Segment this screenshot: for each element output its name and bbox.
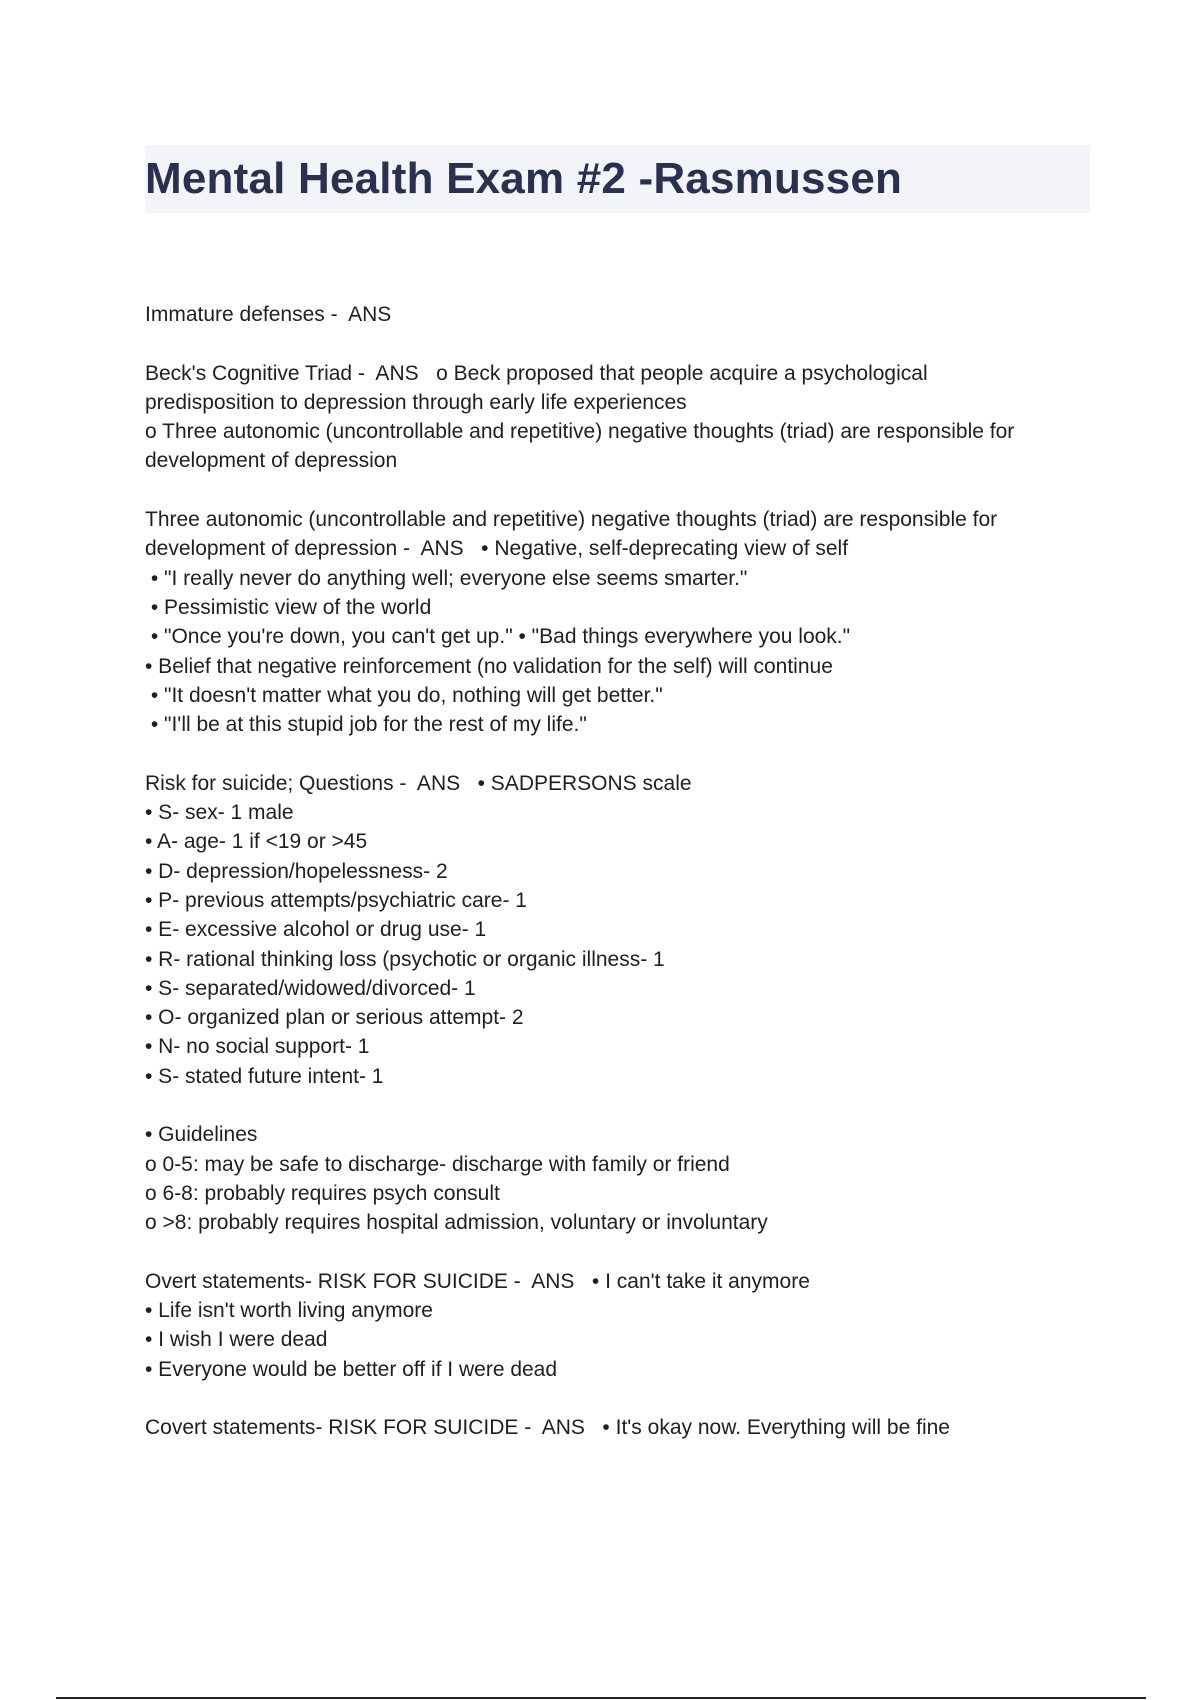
text-line: • S- stated future intent- 1 [145,1064,384,1088]
text-line: • E- excessive alcohol or drug use- 1 [145,918,487,942]
text-line: • S- separated/widowed/divorced- 1 [145,976,476,1000]
text-line: • "I'll be at this stupid job for the rest of my life." [145,713,587,737]
text-line: Three autonomic (uncontrollable and repetitive) negative thoughts (triad) are responsible for [145,508,998,532]
text-line: Immature defenses - ANS [145,303,392,326]
text-line: development of depression [145,449,398,473]
text-line: Risk for suicide; Questions - ANS • SADPERSONS scale [145,771,692,795]
text-line: • Belief that negative reinforcement (no validation for the self) will continue [145,654,833,678]
text-line: • "It doesn't matter what you do, nothing will get better." [145,683,663,707]
entry-becks-triad [145,359,1090,476]
blank-line [145,1091,1090,1120]
text-line: • "I really never do anything well; everyone else seems smarter." [145,566,748,590]
entry-overt-statements [145,1267,1090,1384]
text-line: • P- previous attempts/psychiatric care- 1 [145,888,527,912]
text-line: development of depression - ANS • Negative, self-deprecating view of self [145,537,849,561]
document-body [145,300,1090,1472]
text-line: • Life isn't worth living anymore [145,1299,433,1323]
text-line: • I wish I were dead [145,1328,328,1352]
text-line: o Three autonomic (uncontrollable and repetitive) negative thoughts (triad) are responsible for [145,420,1015,444]
text-line: o >8: probably requires hospital admission, voluntary or involuntary [145,1211,768,1235]
text-line: • S- sex- 1 male [145,801,294,825]
entry-negative-thoughts [145,505,1090,739]
entry-immature-defenses [145,300,1090,329]
text-line: • O- organized plan or serious attempt- 2 [145,1006,524,1030]
title-band [145,145,1090,213]
text-line: Overt statements- RISK FOR SUICIDE - ANS • I can't take it anymore [145,1269,810,1293]
text-line: • R- rational thinking loss (psychotic or organic illness- 1 [145,947,665,971]
text-line: • D- depression/hopelessness- 2 [145,859,448,883]
text-line: • N- no social support- 1 [145,1035,370,1059]
footer-divider [56,1697,1146,1699]
document-title: Mental Health Exam #2 -Rasmussen [145,154,903,203]
text-line: o 0-5: may be safe to discharge- discharge with family or friend [145,1152,730,1176]
text-line: • Guidelines [145,1123,258,1147]
text-line: Covert statements- RISK FOR SUICIDE - ANS • It's okay now. Everything will be fine [145,1416,950,1440]
text-line: • A- age- 1 if <19 or >45 [145,830,368,854]
text-line: predisposition to depression through early life experiences [145,390,687,414]
entry-covert-statements [145,1413,1090,1442]
text-line: Beck's Cognitive Triad - ANS o Beck proposed that people acquire a psychological [145,361,928,385]
text-line: • Everyone would be better off if I were dead [145,1357,558,1381]
entry-suicide-risk-questions [145,769,1090,1238]
text-line: • "Once you're down, you can't get up." • "Bad things everywhere you look." [145,625,851,649]
text-line: o 6-8: probably requires psych consult [145,1181,500,1205]
text-line: • Pessimistic view of the world [145,595,432,619]
